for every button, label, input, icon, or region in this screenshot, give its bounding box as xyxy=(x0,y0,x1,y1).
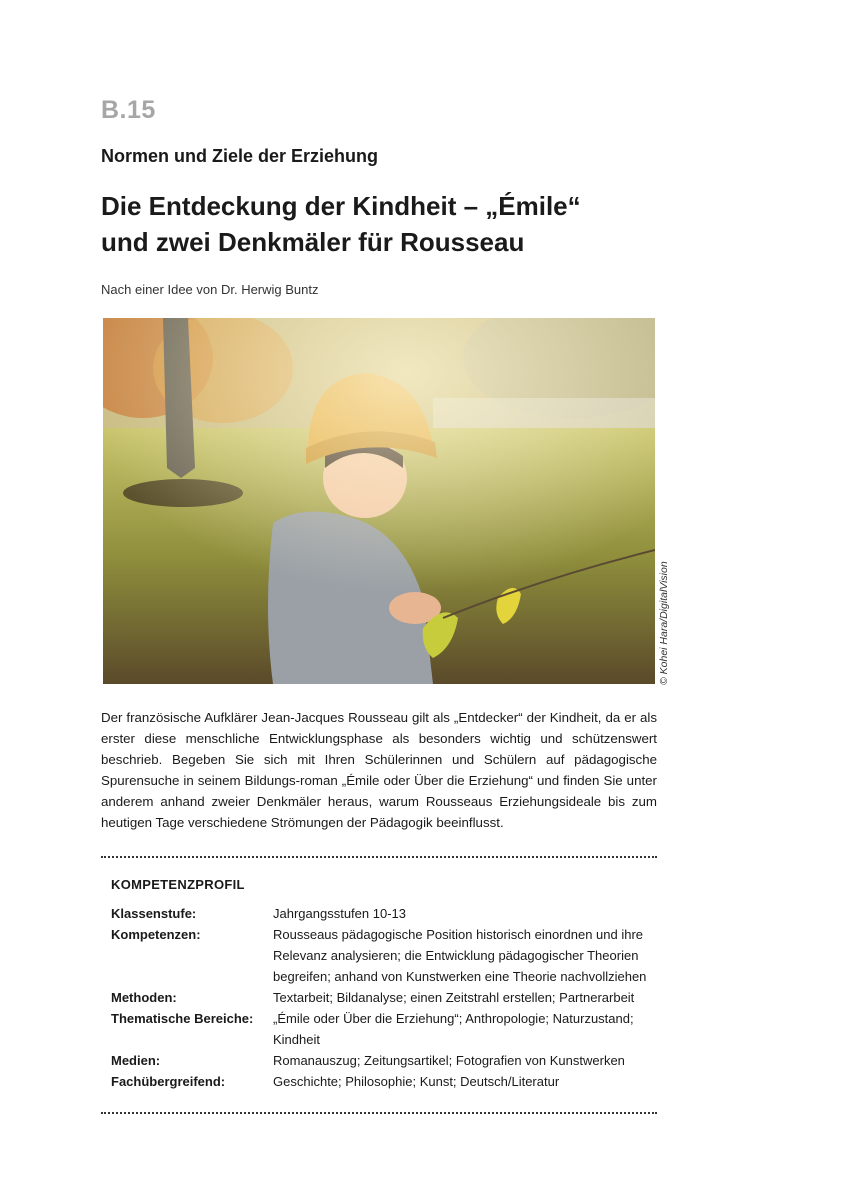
profile-value: Rousseaus pädagogische Position historisch einordnen und ihre Relevanz analysieren; die Entwicklung pädagogischer Theorien begreifen; anhand von Kunstwerken eine Theorie nachvollziehen xyxy=(273,927,647,984)
kompetenzprofil-table xyxy=(111,903,651,1092)
profile-label: Klassenstufe: xyxy=(111,906,197,921)
profile-value: Textarbeit; Bildanalyse; einen Zeitstrahl erstellen; Partnerarbeit xyxy=(273,990,635,1005)
profile-row-kompetenzen xyxy=(111,924,651,987)
profile-label: Methoden: xyxy=(111,990,177,1005)
photo-credit: © Kohei Hara/DigitalVision xyxy=(658,561,670,685)
profile-label: Fachübergreifend: xyxy=(111,1074,226,1089)
title-line-1: Die Entdeckung der Kindheit – „Émile“ xyxy=(101,191,581,221)
child-photo xyxy=(103,318,655,684)
profile-value: Geschichte; Philosophie; Kunst; Deutsch/Literatur xyxy=(273,1074,560,1089)
unit-code: B.15 xyxy=(101,96,156,124)
author-credit: Nach einer Idee von Dr. Herwig Buntz xyxy=(101,282,319,297)
category-heading: Normen und Ziele der Erziehung xyxy=(101,146,379,166)
intro-paragraph: Der französische Aufklärer Jean-Jacques Rousseau gilt als „Entdecker“ der Kindheit, da er als erster diese menschliche Entwicklungsphase als besonders wichtig und schützenswert beschrieb. Begeben Sie sich mit Ihren Schülerinnen und Schülern auf pädagogische Spurensuche in seinem Bildungs-roman „Émile oder Über die Erziehung“ und finden Sie unter anderem anhand zweier Denkmäler heraus, warum Rousseaus Erziehungsideale bis zum heutigen Tage verschiedene Strömungen der Pädagogik beeinflusst. xyxy=(101,710,657,830)
profile-value: „Émile oder Über die Erziehung“; Anthropologie; Naturzustand; Kindheit xyxy=(273,1011,634,1047)
profile-label: Thematische Bereiche: xyxy=(111,1011,254,1026)
page-title xyxy=(101,188,581,260)
profile-label: Kompetenzen: xyxy=(111,927,201,942)
kompetenzprofil-heading: KOMPETENZPROFIL xyxy=(111,877,245,892)
dotted-divider-top xyxy=(101,856,657,858)
profile-row-methoden xyxy=(111,987,651,1008)
dotted-divider-bottom xyxy=(101,1112,657,1114)
profile-value: Romanauszug; Zeitungsartikel; Fotografien von Kunstwerken xyxy=(273,1053,625,1068)
profile-label: Medien: xyxy=(111,1053,161,1068)
profile-row-thematische-bereiche xyxy=(111,1008,651,1050)
profile-row-fachuebergreifend xyxy=(111,1071,651,1092)
profile-row-medien xyxy=(111,1050,651,1071)
profile-row-klassenstufe xyxy=(111,903,651,924)
profile-value: Jahrgangsstufen 10-13 xyxy=(273,906,406,921)
title-line-2: und zwei Denkmäler für Rousseau xyxy=(101,227,525,257)
